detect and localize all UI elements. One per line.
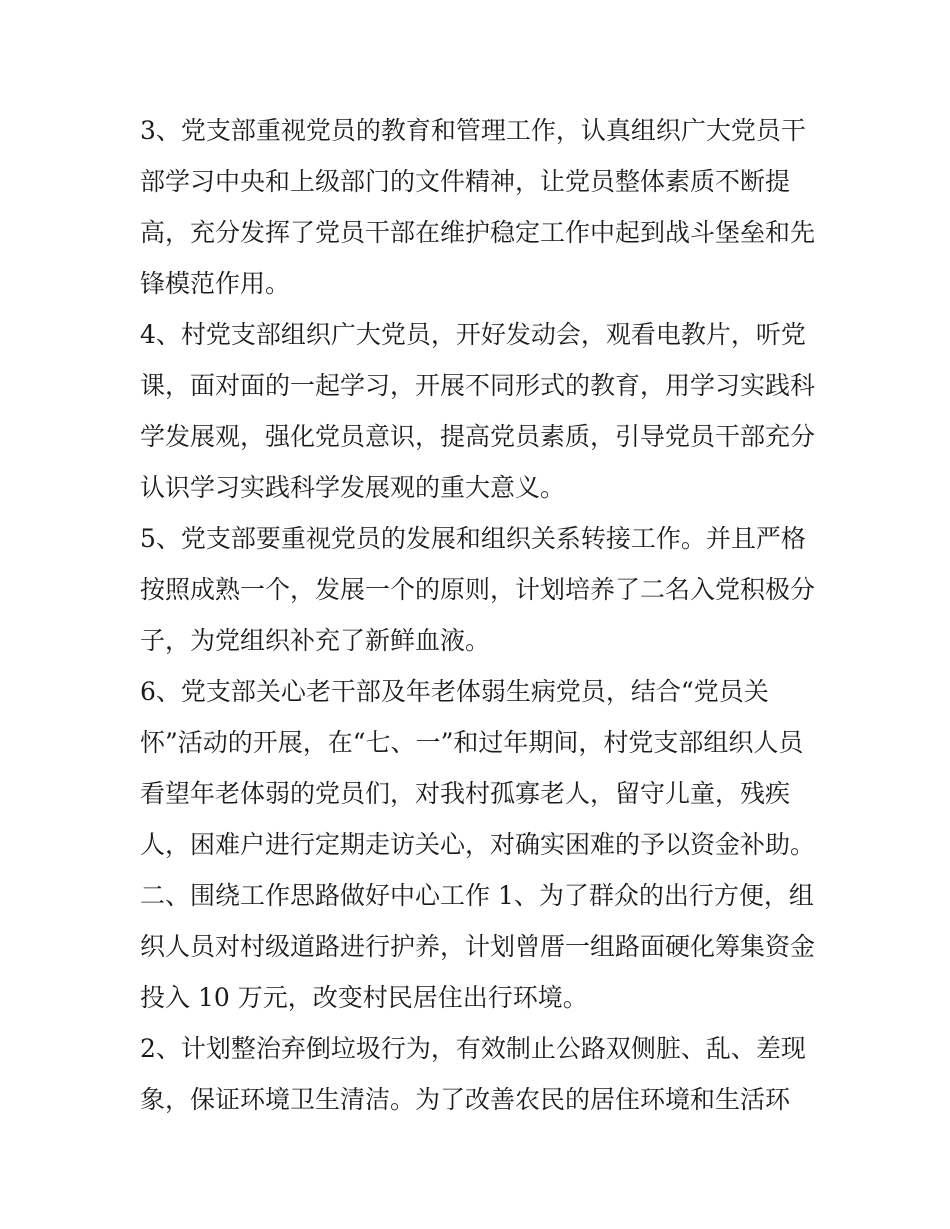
text-line: 部学习中央和上级部门的文件精神，让党员整体素质不断提 — [140, 167, 791, 196]
text-line: 学发展观，强化党员意识，提高党员素质，引导党员干部充分 — [140, 422, 816, 451]
text-line: 子，为党组织补充了新鲜血液。 — [140, 626, 491, 655]
text-line: 二、围绕工作思路做好中心工作 1、为了群众的出行方便，组 — [140, 881, 814, 910]
text-line: 高，充分发挥了党员干部在维护稳定工作中起到战斗堡垒和先 — [140, 218, 816, 247]
text-line: 看望年老体弱的党员们，对我村孤寡老人，留守儿童，残疾 — [140, 779, 791, 808]
text-line: 按照成熟一个，发展一个的原则，计划培养了二名入党积极分 — [140, 575, 816, 604]
text-line: 3、党支部重视党员的教育和管理工作，认真组织广大党员干 — [140, 116, 806, 145]
text-line: 6、党支部关心老干部及年老体弱生病党员，结合“党员关 — [140, 677, 769, 706]
text-line: 认识学习实践科学发展观的重大意义。 — [140, 473, 566, 502]
text-line: 锋模范作用。 — [140, 269, 291, 298]
document-body — [140, 105, 830, 1125]
text-line: 5、党支部要重视党员的发展和组织关系转接工作。并且严格 — [140, 524, 806, 553]
text-line: 2、计划整治弃倒垃圾行为，有效制止公路双侧脏、乱、差现 — [140, 1034, 806, 1063]
text-line: 课，面对面的一起学习，开展不同形式的教育，用学习实践科 — [140, 371, 816, 400]
text-line: 4、村党支部组织广大党员，开好发动会，观看电教片，听党 — [140, 320, 806, 349]
text-line: 投入 10 万元，改变村民居住出行环境。 — [140, 983, 588, 1012]
text-line: 象，保证环境卫生清洁。为了改善农民的居住环境和生活环 — [140, 1085, 791, 1114]
text-line: 织人员对村级道路进行护养，计划曾厝一组路面硬化筹集资金 — [140, 932, 816, 961]
text-line: 人，困难户进行定期走访关心，对确实困难的予以资金补助。 — [140, 830, 816, 859]
text-line: 怀”活动的开展，在“七、一”和过年期间，村党支部组织人员 — [140, 728, 804, 757]
